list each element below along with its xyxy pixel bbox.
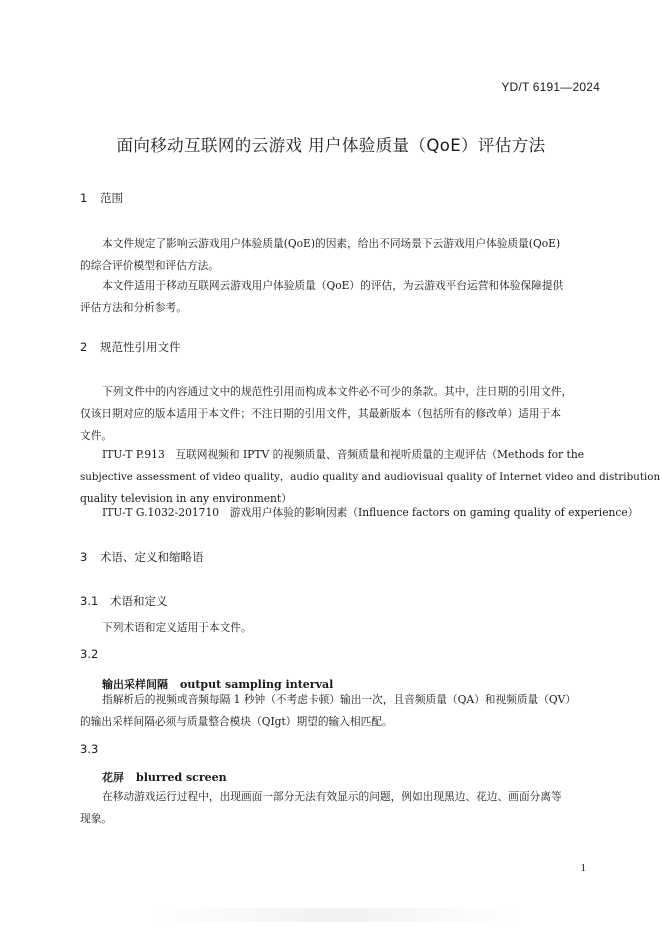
term-3-3-number: 3.3 — [80, 742, 99, 756]
text-line: 仅该日期对应的版本适用于本文件；不注日期的引用文件，其最新版本（包括所有的修改单）适用于本 — [80, 407, 561, 420]
text-line: 的综合评价模型和评估方法。 — [80, 259, 219, 272]
standard-code: YD/T 6191—2024 — [501, 80, 600, 94]
terms-intro-paragraph — [80, 617, 600, 639]
page-number: 1 — [580, 862, 586, 874]
section-title: 规范性引用文件 — [100, 340, 181, 354]
text-line: 现象。 — [80, 812, 113, 825]
text-line: 本文件适用于移动互联网云游戏用户体验质量（QoE）的评估，为云游戏平台运营和体验保障提供 — [102, 279, 564, 292]
text-line: 文件。 — [80, 429, 113, 442]
subsection-number: 3.1 — [80, 594, 99, 608]
term-3-3-definition — [80, 786, 600, 830]
text-line: ITU-T P.913 互联网视频和 IPTV 的视频质量、音频质量和视听质量的主观评估（Methods for the — [102, 448, 585, 461]
normative-references-intro — [80, 381, 600, 447]
subsection-3-1-heading — [80, 593, 168, 609]
text-line: 在移动游戏运行过程中，出现画面一部分无法有效显示的问题，例如出现黑边、花边、画面分离等 — [102, 790, 562, 803]
section-title: 术语、定义和缩略语 — [100, 550, 204, 564]
section-1-heading — [80, 190, 123, 206]
scope-paragraph-2 — [80, 275, 600, 319]
text-line: 下列文件中的内容通过文中的规范性引用而构成本文件必不可少的条款。其中，注日期的引用文件， — [102, 385, 573, 398]
section-3-heading — [80, 549, 204, 565]
term-3-2-number: 3.2 — [80, 647, 99, 661]
subsection-title: 术语和定义 — [110, 594, 168, 608]
text-line: quality television in any environment） — [80, 492, 292, 505]
section-title: 范围 — [100, 191, 123, 205]
reference-itu-t-p913 — [80, 444, 661, 510]
text-line: 的输出采样间隔必须与质量整合模块（QIgt）期望的输入相匹配。 — [80, 715, 393, 728]
term-3-2-definition — [80, 689, 600, 733]
text-line: subjective assessment of video quality，audio quality and audiovisual quality of Internet video and distribution — [80, 471, 661, 483]
term-english: blurred screen — [136, 771, 227, 784]
term-chinese: 输出采样间隔 — [102, 678, 168, 691]
reference-itu-t-g1032 — [80, 502, 639, 524]
section-number: 1 — [80, 191, 88, 205]
scope-paragraph-1 — [80, 233, 600, 277]
footer-watermark-band — [150, 908, 520, 922]
text-line: 下列术语和定义适用于本文件。 — [102, 621, 252, 634]
document-title: 面向移动互联网的云游戏 用户体验质量（QoE）评估方法 — [116, 136, 546, 155]
section-2-heading — [80, 339, 181, 355]
term-chinese: 花屏 — [102, 771, 124, 784]
text-line: 指解析后的视频或音频每隔 1 秒钟（不考虑卡顿）输出一次，且音频质量（QA）和视频质量（QV） — [102, 693, 577, 706]
term-english: output sampling interval — [180, 678, 334, 691]
text-line: 评估方法和分析参考。 — [80, 301, 187, 314]
text-line: ITU-T G.1032-201710 游戏用户体验的影响因素（Influence factors on gaming quality of experience） — [102, 506, 639, 519]
section-number: 3 — [80, 550, 88, 564]
term-3-3-name — [102, 769, 227, 785]
section-number: 2 — [80, 340, 88, 354]
text-line: 本文件规定了影响云游戏用户体验质量(QoE)的因素，给出不同场景下云游戏用户体验质量(QoE) — [102, 237, 561, 250]
